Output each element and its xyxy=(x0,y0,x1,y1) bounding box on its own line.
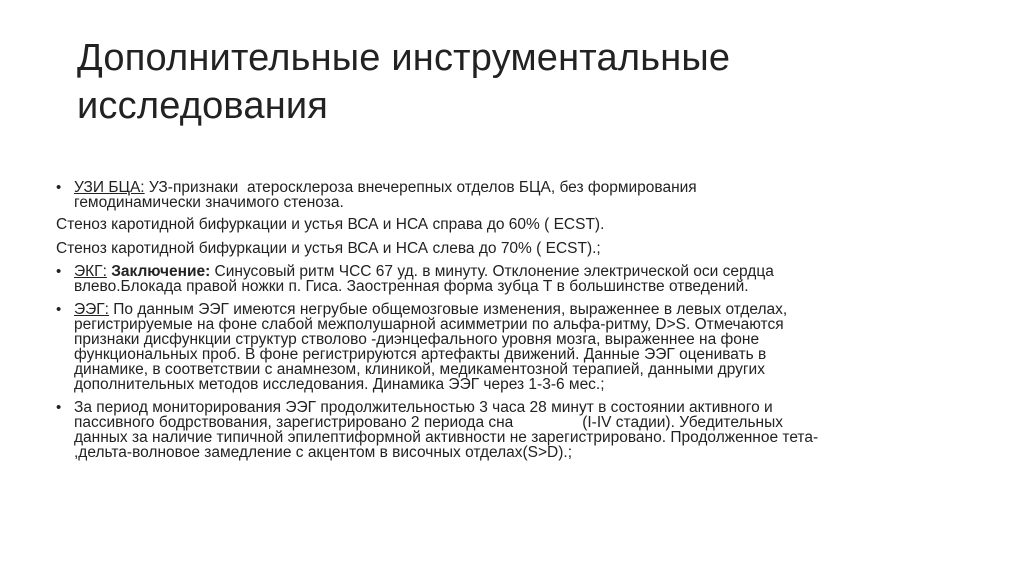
ekg-line-1 xyxy=(74,264,956,279)
bullet-dot: • xyxy=(56,301,62,318)
slide-title-line-2: исследования xyxy=(77,85,329,127)
ekg-label: ЭКГ: xyxy=(74,263,107,280)
slide-title xyxy=(77,34,957,130)
uzi-line-1 xyxy=(74,180,956,195)
bullet-dot: • xyxy=(56,399,62,416)
eeg-line-1 xyxy=(74,302,956,317)
eeg-label: ЭЭГ: xyxy=(74,301,109,318)
stenosis-left: Стеноз каротидной бифуркации и устья ВСА и НСА слева до 70% ( ECST).; xyxy=(56,240,601,257)
bullet-ekg xyxy=(56,264,956,294)
slide-content xyxy=(56,180,956,460)
eeg-line-2: регистрируемые на фоне слабой межполушарной асимметрии по альфа-ритму, D>S. Отмечаются xyxy=(74,316,784,333)
ekg-line-2: влево.Блокада правой ножки п. Гиса. Заостренная форма зубца Т в большинстве отведений. xyxy=(74,278,749,295)
ekg-conclusion-label: Заключение: xyxy=(111,263,211,280)
uzi-label: УЗИ БЦА: xyxy=(74,179,145,196)
monitoring-line-1: За период мониторирования ЭЭГ продолжительностью 3 часа 28 минут в состоянии активного и xyxy=(74,399,773,416)
bullet-monitoring xyxy=(56,400,956,460)
eeg-text-1: По данным ЭЭГ имеются негрубые общемозговые изменения, выраженнее в левых отделах, xyxy=(108,301,788,318)
bullet-eeg xyxy=(56,302,956,392)
monitoring-line-4: ,дельта-волновое замедление с акцентом в височных отделах(S>D).; xyxy=(74,444,573,461)
eeg-line-3: признаки дисфункции структур стволово -диэнцефального уровня мозга, выраженнее на фоне xyxy=(74,331,760,348)
bullet-dot: • xyxy=(56,179,62,196)
eeg-line-6: дополнительных методов исследования. Динамика ЭЭГ через 1-3-6 мес.; xyxy=(74,376,605,393)
eeg-line-5: динамике, в соответствии с анамнезом, клиникой, медикаментозной терапией, данными других xyxy=(74,361,765,378)
uzi-text-1: УЗ-признаки атеросклероза внечерепных отделов БЦА, без формирования xyxy=(144,179,697,196)
eeg-line-4: функциональных проб. В фоне регистрируются артефакты движений. Данные ЭЭГ оценивать в xyxy=(74,346,767,363)
uzi-line-2: гемодинамически значимого стеноза. xyxy=(74,194,344,211)
ekg-text-1: Синусовый ритм ЧСС 67 уд. в минуту. Отклонение электрической оси сердца xyxy=(210,263,774,280)
bullet-uzi xyxy=(56,180,956,210)
monitoring-line-3: данных за наличие типичной эпилептиформной активности не зарегистрировано. Продолженное тета- xyxy=(74,429,819,446)
bullet-dot: • xyxy=(56,263,62,280)
monitoring-line-2: пассивного бодрствования, зарегистрировано 2 периода сна (I-IV стадии). Убедительных xyxy=(74,414,784,431)
slide-title-line-1: Дополнительные инструментальные xyxy=(77,37,731,79)
stenosis-right: Стеноз каротидной бифуркации и устья ВСА и НСА справа до 60% ( ECST). xyxy=(56,216,605,233)
